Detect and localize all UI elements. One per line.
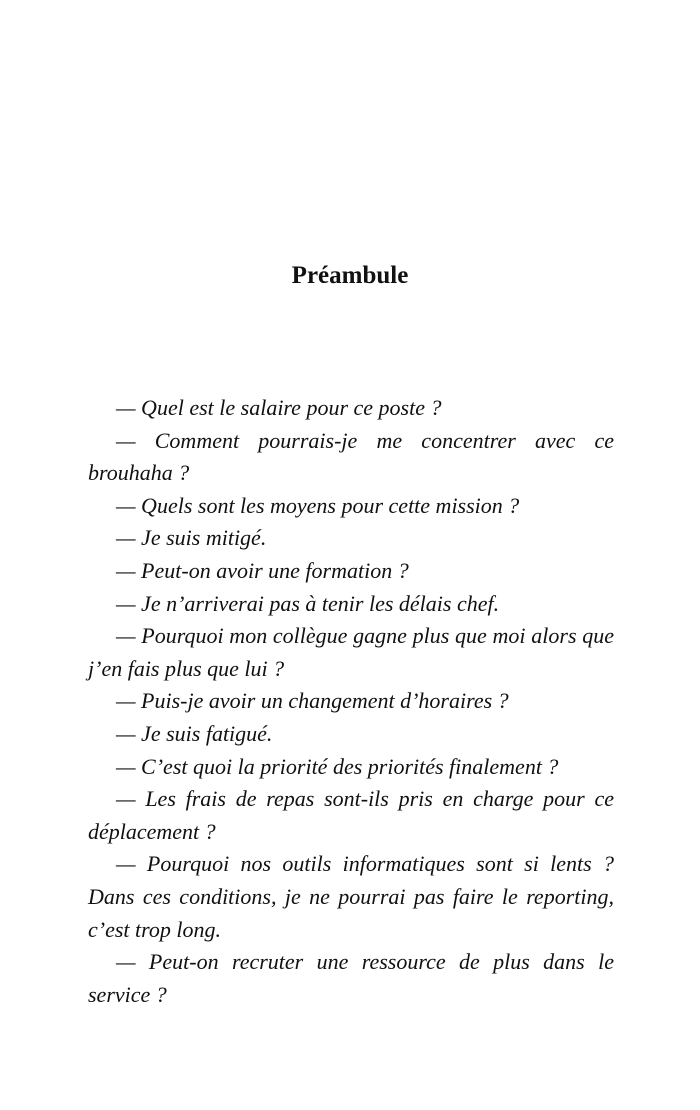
dialogue-line: — Les frais de repas sont-ils pris en charge pour ce déplacement ?	[88, 786, 614, 844]
dialogue-line: — Je n’arriverai pas à tenir les délais chef.	[116, 590, 500, 616]
dialogue-line: — Puis-je avoir un changement d’horaires ?	[116, 688, 509, 714]
dialogue-line: — Peut-on avoir une formation ?	[116, 557, 409, 583]
chapter-title: Préambule	[291, 262, 409, 289]
dialogue-line: — Peut-on recruter une ressource de plus dans le service ?	[88, 949, 614, 1007]
dialogue-line: — Pourquoi nos outils informatiques sont si lents ? Dans ces conditions, je ne pourrai pas faire le reporting, c’est trop long.	[88, 851, 614, 942]
dialogue-line: — Comment pourrais-je me concentrer avec ce brouhaha ?	[88, 427, 614, 486]
dialogue-line: — Quel est le salaire pour ce poste ?	[116, 395, 442, 420]
dialogue-line: — Quels sont les moyens pour cette mission ?	[116, 492, 520, 518]
dialogue-line: — C’est quoi la priorité des priorités finalement ?	[116, 753, 559, 779]
dialogue-line: — Je suis fatigué.	[116, 720, 273, 746]
dialogue-line: — Je suis mitigé.	[116, 525, 267, 551]
dialogue-list	[88, 392, 614, 1011]
dialogue-line: — Pourquoi mon collègue gagne plus que moi alors que j’en fais plus que lui ?	[88, 623, 614, 681]
